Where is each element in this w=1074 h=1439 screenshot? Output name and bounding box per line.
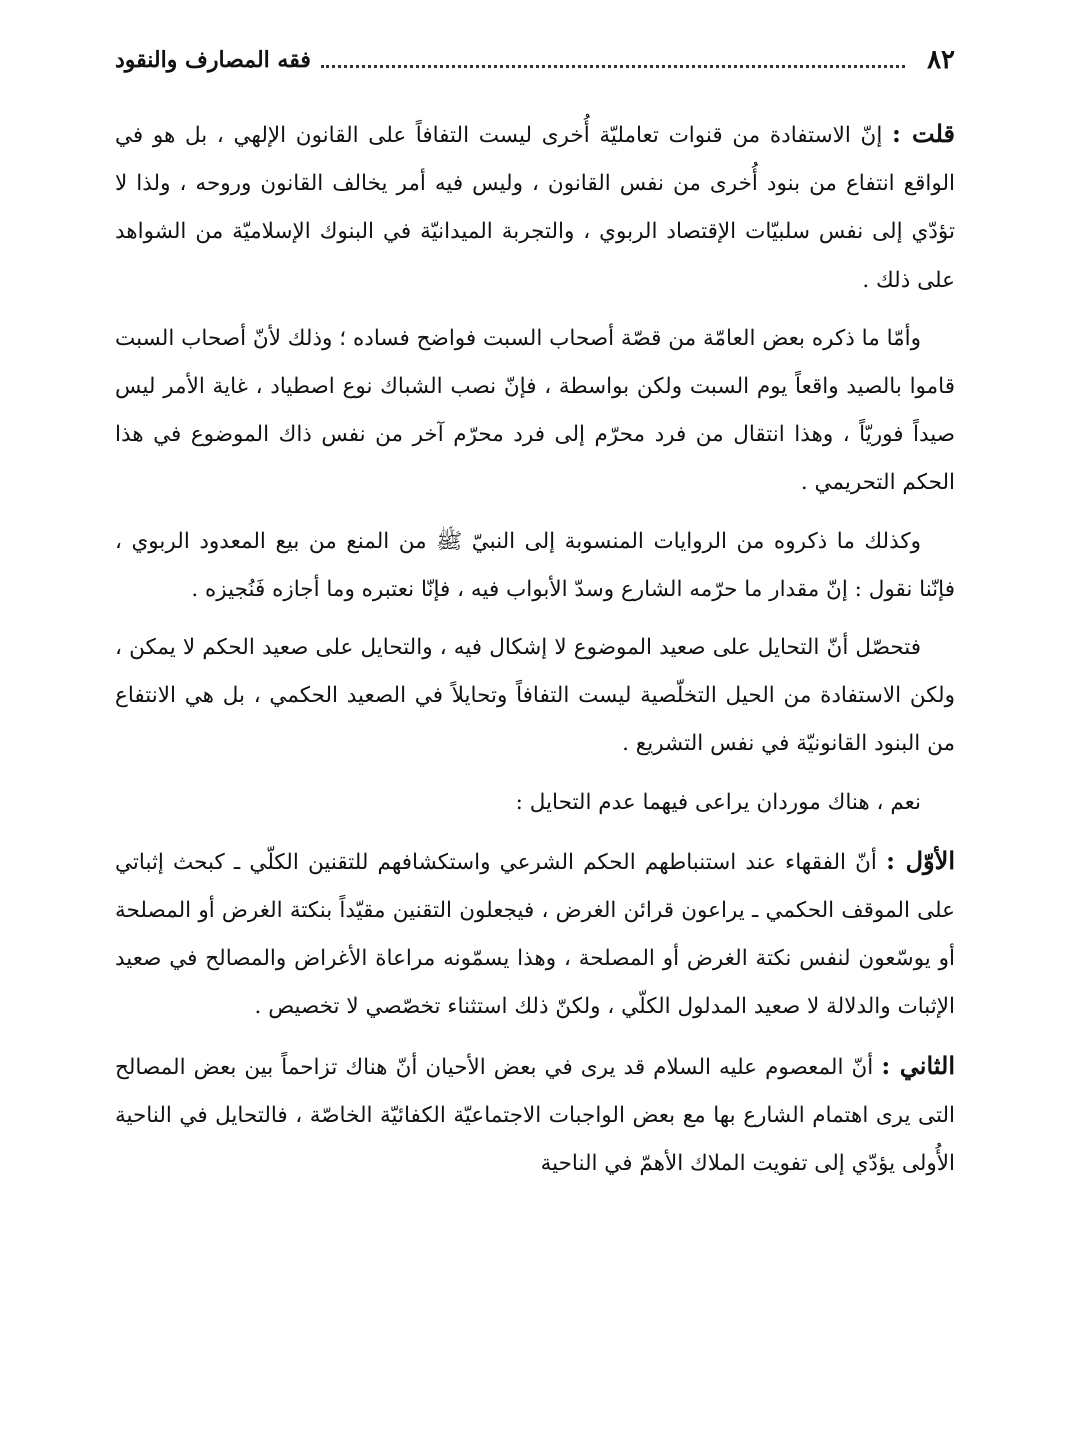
paragraph (115, 624, 955, 769)
paragraph-text: إنّ الاستفادة من قنوات تعامليّة أُخرى ليست التفافاً على القانون الإلهي ، بل هو في الواقع انتفاع من بنود أُخرى من نفس القانون ، وليس فيه أمر يخالف القانون وروحه ، ولذا لا تؤدّي إلى نفس سلبيّات الإقتصاد الربوي ، والتجربة الميدانيّة في البنوك الإسلاميّة من الشواهد على ذلك . (115, 123, 955, 293)
book-page (115, 36, 955, 1416)
paragraph-text: أنّ المعصوم عليه السلام قد يرى في بعض الأحيان أنّ هناك تزاحماً بين بعض المصالح التى يرى اهتمام الشارع بها مع بعض الواجبات الاجتماعيّة الكفائيّة الخاصّة ، فالتحايل في الناحية الأُولى يؤدّي إلى تفويت الملاك الأهمّ في الناحية (115, 1054, 955, 1177)
page-header (115, 36, 955, 84)
paragraph (115, 1042, 955, 1189)
running-title: فقه المصارف والنقود (115, 47, 311, 73)
paragraph-lead: الأوّل : (886, 845, 955, 875)
paragraph-text: فتحصّل أنّ التحايل على صعيد الموضوع لا إشكال فيه ، والتحايل على صعيد الحكم لا يمكن ، ولكن الاستفادة من الحيل التخلّصية ليست التفافاً وتحايلاً في الصعيد الحكمي ، بل هي الانتفاع من البنود القانونيّة في نفس التشريع . (115, 635, 955, 757)
paragraph-lead: قلت : (891, 119, 955, 148)
paragraph-lead: الثاني : (881, 1050, 955, 1080)
paragraph (115, 110, 955, 305)
paragraph (115, 779, 955, 827)
paragraph-text: وكذلك ما ذكروه من الروايات المنسوبة إلى النبيّ ﷺ من المنع من بيع المعدود الربوي ، فإنّنا نقول : إنّ مقدار ما حرّمه الشارع وسدّ الأبواب فيه ، فإنّا نعتبره وما أجازه فَنُجيزه . (115, 528, 955, 602)
page-number: ٨٢ (927, 45, 955, 75)
paragraph (115, 518, 955, 614)
paragraph-text: نعم ، هناك موردان يراعى فيهما عدم التحايل : (515, 789, 921, 815)
paragraph (115, 315, 955, 508)
paragraph-text: وأمّا ما ذكره بعض العامّة من قصّة أصحاب السبت فواضح فساده ؛ وذلك لأنّ أصحاب السبت قاموا بالصيد واقعاً يوم السبت ولكن بواسطة ، فإنّ نصب الشباك نوع اصطياد ، غاية الأمر ليس صيداً فوريّاً ، وهذا انتقال من فرد محرّم إلى فرد محرّم آخر من نفس ذاك الموضوع في هذا الحكم التحريمي . (115, 325, 955, 496)
paragraph (115, 837, 955, 1032)
paragraph-text: أنّ الفقهاء عند استنباطهم الحكم الشرعي واستكشافهم للتقنين الكلّي ـ كبحث إثباتي على الموقف الحكمي ـ يراعون قرائن الغرض ، فيجعلون التقنين مقيّداً بنكتة الغرض أو المصلحة أو يوسّعون لنفس نكتة الغرض أو المصلحة ، وهذا يسمّونه مراعاة الأغراض والمصالح في صعيد الإثبات والدلالة لا صعيد المدلول الكلّي ، ولكنّ ذلك استثناء تخصّصي لا تخصيص . (115, 849, 955, 1020)
header-dotted-leader (321, 65, 905, 68)
body-text (115, 110, 955, 1188)
